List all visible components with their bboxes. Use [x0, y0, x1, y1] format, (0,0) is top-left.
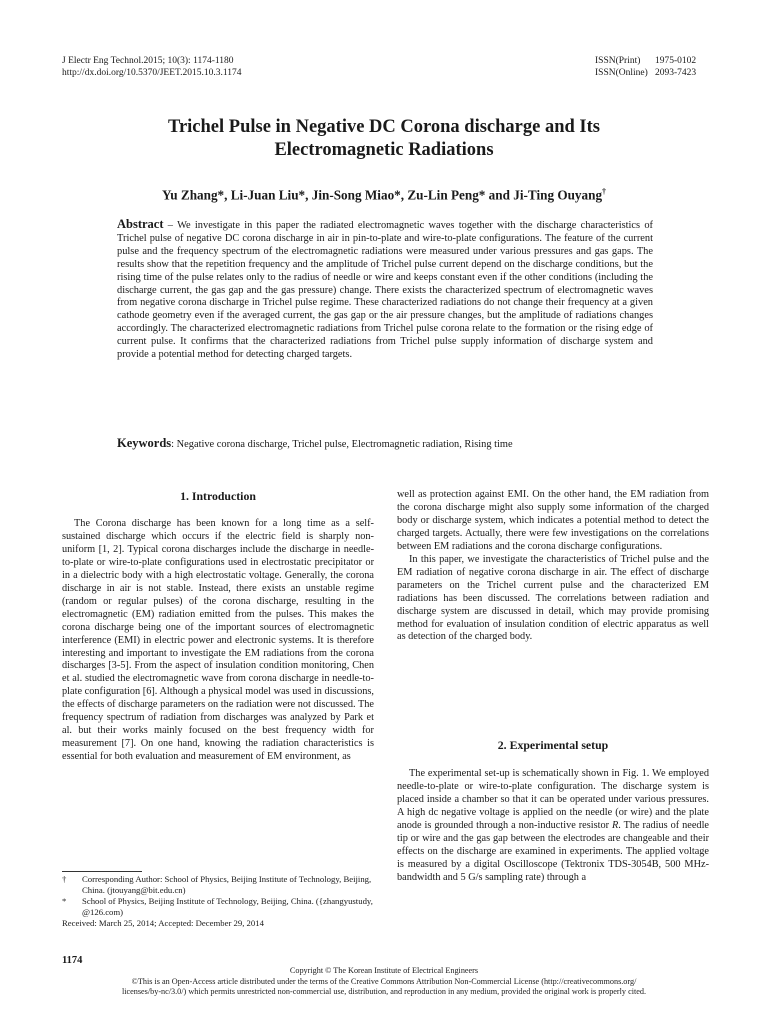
abstract-heading: Abstract [117, 217, 164, 231]
footnote-affiliation [62, 896, 382, 918]
setup-paragraph-1 [397, 768, 709, 885]
right-column-bottom [397, 768, 709, 885]
left-column [62, 518, 374, 764]
footnote-mark-dagger: † [62, 874, 67, 884]
setup-text-a: The experimental set-up is schematically shown in Fig. 1. We employed needle-to-plate or wire-to-plate configuration. The discharge system is placed inside a chamber so that it can be operated under various pressures. A high dc negative voltage is applied on the needle (or wire) and the plate anode is grounded through a non-inductive resistor [397, 768, 709, 831]
footnote-text-2: School of Physics, Beijing Institute of Technology, Beijing, China. ({zhangyustudy, @126.com) [82, 896, 373, 917]
footnotes [62, 874, 382, 929]
issn-online-label: ISSN(Online) [595, 68, 648, 78]
doi-link[interactable]: http://dx.doi.org/10.5370/JEET.2015.10.3.1174 [62, 68, 242, 78]
license-line-2: licenses/by-nc/3.0/) which permits unrestricted non-commercial use, distribution, and reproduction in any medium, provided the original work is properly cited. [121, 987, 647, 996]
issn-print [595, 55, 696, 67]
paper-title [60, 116, 708, 162]
abstract-text: – We investigate in this paper the radiated electromagnetic waves together with the discharge characteristics of Trichel pulse of negative DC corona discharge in air in pin-to-plate and wire-to-plate configurations. The feature of the current pulse and the frequency spectrum of the electromagnetic radiations were measured under various pressures and gas gaps. The results show that the repetition frequency and the amplitude of Trichel pulse current depend on the discharge conditions, but the rising time of the pulse relates only to the radius of needle or wire and keeps constant even if the other conditions (including the discharge current, the gas gap and the gas pressure) change. There exists the characterized spectrum of electromagnetic waves from negative corona discharge in Trichel pulse regime. These characterized radiations do not change their frequency at a given cathode geometry even if the averaged current, the gas gap or the air pressure changes, but the amplitude of radiations changes accordingly. The characterized electromagnetic radiations from Trichel pulse corona relate to the formation or the rising edge of current pulse. It confirms that the characterized radiations from Trichel pulse supply information of discharge system and provide a potential method for detecting charged targets. [117, 220, 653, 361]
intro-paragraph-continued: well as protection against EMI. On the other hand, the EM radiation from the corona discharge might also supply some information of the charged body or discharge system, which indicates a potential method to detect the charged targets. Actually, there were few investigations on the correlations between EM radiations and the corona discharge configurations. [397, 489, 709, 552]
intro-paragraph-1: The Corona discharge has been known for a long time as a self-sustained discharge which occurs if the electric field is sharply non-uniform [1, 2]. Typical corona discharges include the discharge in needle-to-plate or wire-to-plate configurations used in electrostatic precipitator or in a dielectric body with a high electrostatic voltage. Generally, the corona discharge in air is not stable. Instead, there exists an unstable regime (random or regular pulses) of the corona discharge, resulting in the electromagnetic (EM) radiation emitted from the pulses. This makes the corona discharge being one of the important sources of electromagnetic interference (EMI) in electric power and electronic systems. It is therefore interesting and important to investigate the EM radiations from the corona discharges [3-5]. From the aspect of insulation condition monitoring, Chen et al. studied the electromagnetic wave from corona discharge in needle-to-plate configuration [6]. Although a physical model was used in discussions, the effects of discharge parameters on the radiation were not discussed. The frequency spectrum of radiation from discharges was analyzed by Park et al. but their works mainly focused on the best frequency width for measurement [7]. On one hand, knowing the radiation characteristics is essential for both evaluation and measurement of EM environment, as [62, 518, 374, 763]
issn-online-value: 2093-7423 [655, 68, 697, 78]
title-line-1: Trichel Pulse in Negative DC Corona discharge and Its [167, 117, 600, 137]
running-header-right [595, 55, 696, 79]
keywords [117, 436, 677, 452]
journal-citation: J Electr Eng Technol.2015; 10(3): 1174-1180 [62, 56, 234, 66]
footnote-mark-asterisk: * [62, 896, 67, 906]
issn-print-value: 1975-0102 [655, 56, 697, 66]
title-line-2: Electromagnetic Radiations [274, 140, 494, 160]
issn-online [595, 67, 696, 79]
resistor-symbol: R [611, 819, 619, 831]
author-list [60, 183, 708, 203]
license-line-1: ©This is an Open-Access article distributed under the terms of the Creative Commons Attribution Non-Commercial License (http://creativecommons.org/ [131, 976, 637, 986]
page-number: 1174 [62, 955, 83, 966]
section-heading-introduction: 1. Introduction [180, 489, 256, 503]
footnote-corresponding [62, 874, 382, 896]
keywords-heading: Keywords [117, 436, 172, 450]
received-dates: Received: March 25, 2014; Accepted: December 29, 2014 [62, 918, 264, 928]
keywords-text: : Negative corona discharge, Trichel pulse, Electromagnetic radiation, Rising time [171, 439, 513, 450]
footnote-rule [62, 871, 142, 872]
corresponding-mark: † [602, 187, 607, 196]
copyright-line: Copyright © The Korean Institute of Electrical Engineers [289, 966, 479, 975]
right-column-top [397, 489, 709, 644]
issn-print-label: ISSN(Print) [595, 56, 641, 66]
setup-text-b: . The radius of needle tip or wire and the gas gap between the electrodes are changeable and their effects on the discharge are examined in experiments. The applied voltage is measured by a digital Oscilloscope (Tektronix TDS-3054B, 500 MHz-bandwidth and 5 G/s sampling rate) through a [397, 819, 709, 883]
authors-text: Yu Zhang*, Li-Juan Liu*, Jin-Song Miao*, Zu-Lin Peng* and Ji-Ting Ouyang [161, 187, 603, 203]
copyright-notice [60, 966, 708, 998]
intro-paragraph-2: In this paper, we investigate the characteristics of Trichel pulse and the EM radiation of negative corona discharge in air. The effect of discharge parameters on the Trichel current pulse and the characterized EM radiations has been discussed. The correlations between radiation and discharge system are discussed in detail, which may provide promising method for evaluation of insulation condition of electric apparatus as well as detection of the charged body. [397, 553, 709, 643]
abstract [117, 218, 653, 362]
section-heading-experimental-setup: 2. Experimental setup [497, 738, 609, 752]
footnote-text-1: Corresponding Author: School of Physics, Beijing Institute of Technology, Beijing, China. (jtouyang@bit.edu.cn) [82, 874, 372, 895]
running-header-left [62, 55, 242, 79]
